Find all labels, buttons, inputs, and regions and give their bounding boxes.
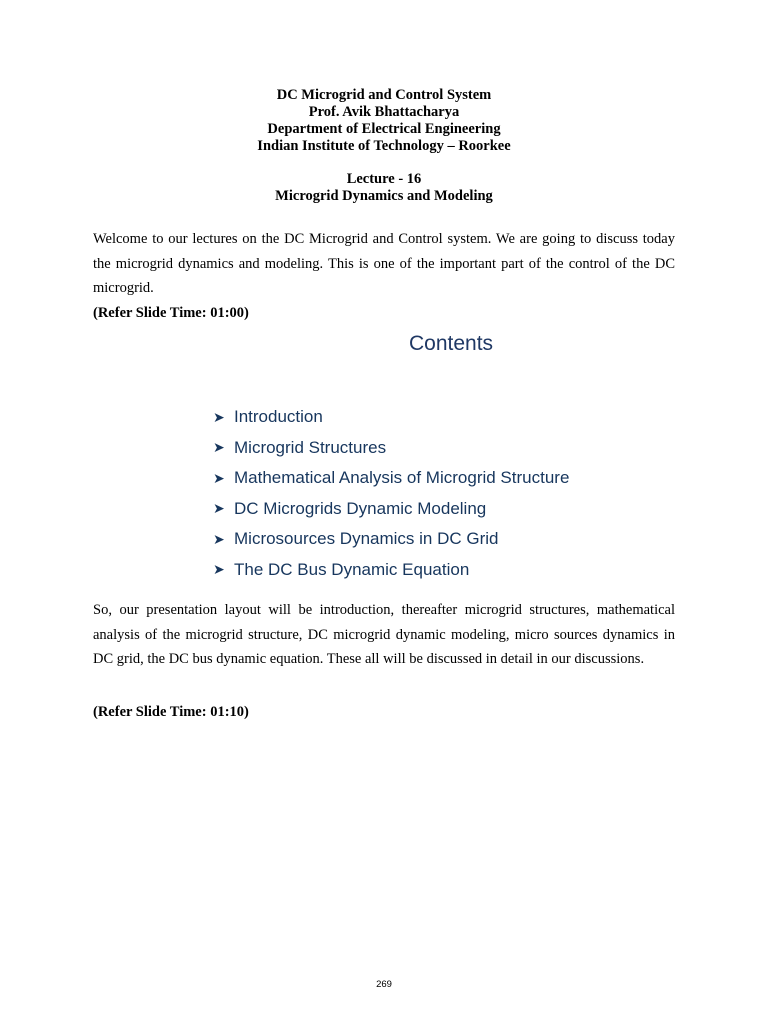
intro-paragraph: Welcome to our lectures on the DC Microgrid and Control system. We are going to discuss today the microgrid dynamics and modeling. This is one of the important part of the control of the DC microgrid. xyxy=(93,231,675,296)
refer-slide-time: (Refer Slide Time: 01:10) xyxy=(93,704,249,720)
list-item-label: Introduction xyxy=(234,407,323,427)
layout-paragraph: So, our presentation layout will be introduction, thereafter microgrid structures, mathematical analysis of the microgrid structure, DC microgrid dynamic modeling, micro sources dynamics in DC grid, the DC bus dynamic equation. These all will be discussed in detail in our discussions. xyxy=(93,602,675,667)
slide-contents-list xyxy=(213,402,569,585)
arrow-bullet-icon: ➤ xyxy=(213,408,225,425)
lecture-title: Microgrid Dynamics and Modeling xyxy=(275,188,493,204)
list-item-label: The DC Bus Dynamic Equation xyxy=(234,559,470,579)
course-title: DC Microgrid and Control System xyxy=(276,87,492,103)
list-item-label: Mathematical Analysis of Microgrid Structure xyxy=(234,468,570,488)
arrow-bullet-icon: ➤ xyxy=(213,469,225,486)
document-header xyxy=(0,87,768,155)
lecture-number: Lecture - 16 xyxy=(346,171,422,187)
list-item-label: DC Microgrids Dynamic Modeling xyxy=(234,498,487,518)
department-name: Department of Electrical Engineering xyxy=(267,121,501,137)
arrow-bullet-icon: ➤ xyxy=(213,530,225,547)
list-item xyxy=(213,494,569,525)
slide-title: Contents xyxy=(409,332,494,355)
page-number: 269 xyxy=(376,979,392,990)
refer-slide-time: (Refer Slide Time: 01:00) xyxy=(93,305,249,321)
list-item xyxy=(213,555,569,586)
list-item xyxy=(213,402,569,433)
professor-name: Prof. Avik Bhattacharya xyxy=(308,104,460,120)
list-item-label: Microsources Dynamics in DC Grid xyxy=(234,529,499,549)
lecture-heading xyxy=(0,171,768,205)
contents-slide xyxy=(213,330,633,580)
arrow-bullet-icon: ➤ xyxy=(213,561,225,578)
institute-name: Indian Institute of Technology – Roorkee xyxy=(257,138,511,154)
arrow-bullet-icon: ➤ xyxy=(213,439,225,456)
list-item xyxy=(213,463,569,494)
list-item-label: Microgrid Structures xyxy=(234,437,387,457)
arrow-bullet-icon: ➤ xyxy=(213,500,225,517)
list-item xyxy=(213,433,569,464)
list-item xyxy=(213,524,569,555)
